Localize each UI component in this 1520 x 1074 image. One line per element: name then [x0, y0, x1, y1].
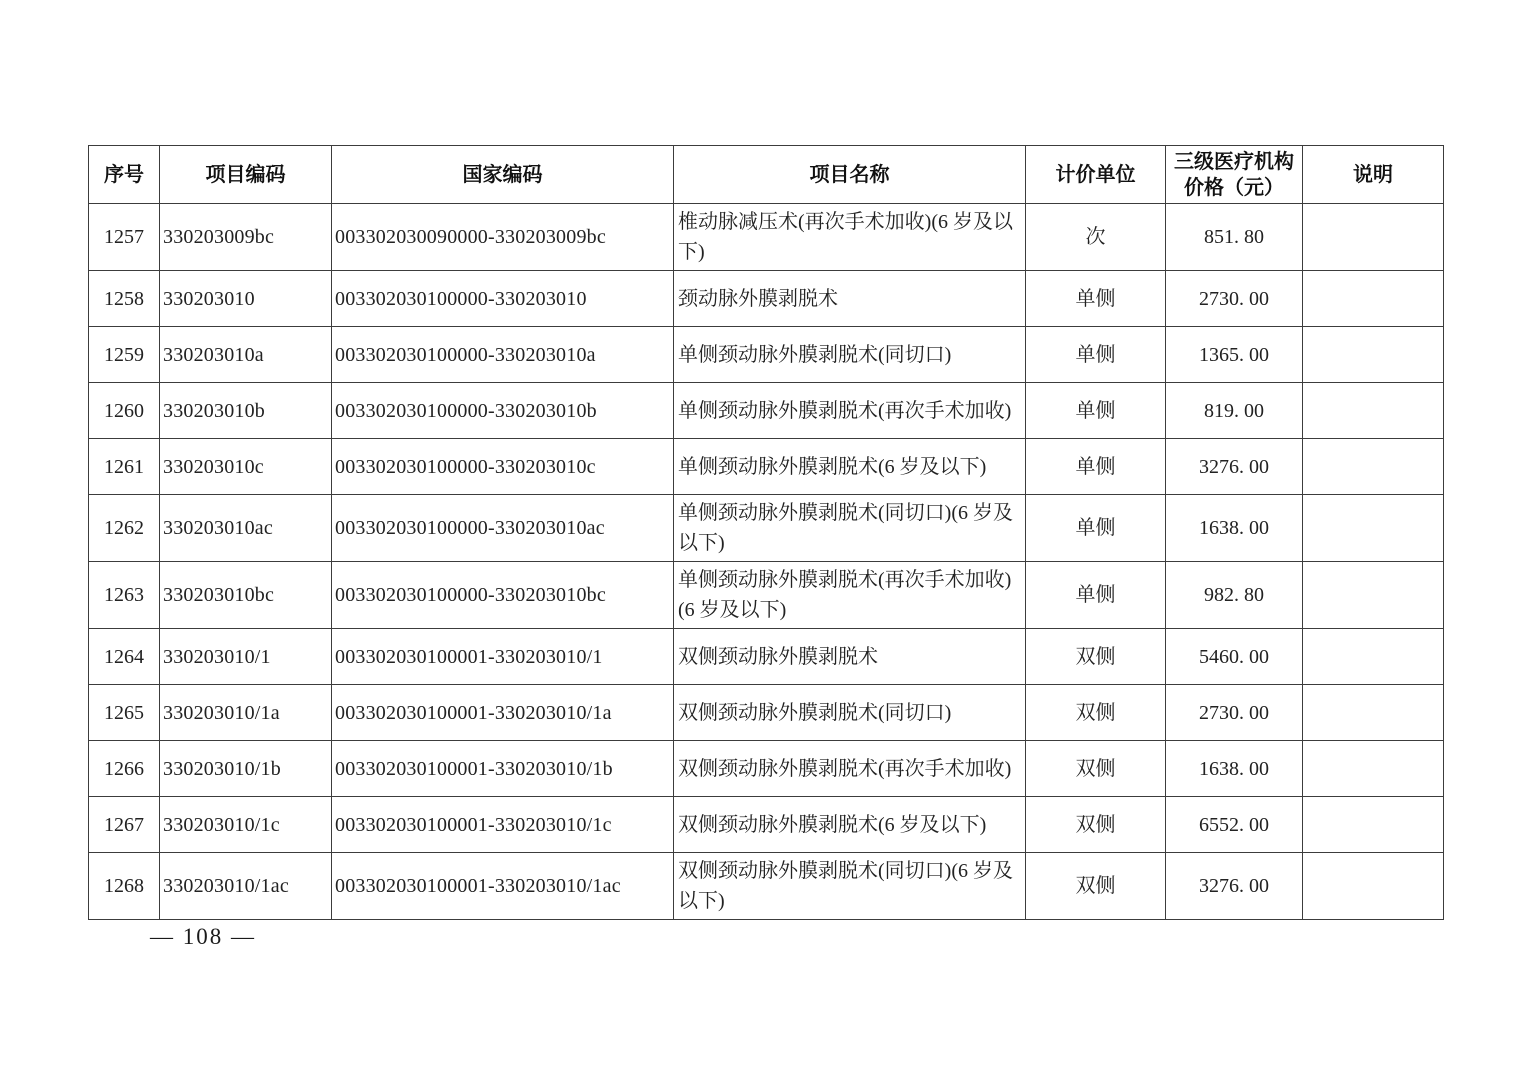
cell-unit: 单侧 — [1026, 327, 1166, 383]
cell-unit: 单侧 — [1026, 439, 1166, 495]
cell-item-name: 单侧颈动脉外膜剥脱术(再次手术加收) — [674, 383, 1026, 439]
cell-unit: 单侧 — [1026, 495, 1166, 562]
cell-item-name: 颈动脉外膜剥脱术 — [674, 271, 1026, 327]
col-header-price: 三级医疗机构价格（元） — [1166, 146, 1303, 204]
cell-note — [1303, 271, 1444, 327]
table-row — [89, 327, 1444, 383]
table-row — [89, 271, 1444, 327]
cell-price: 819. 00 — [1166, 383, 1303, 439]
cell-item-code: 330203010 — [160, 271, 332, 327]
cell-unit: 双侧 — [1026, 685, 1166, 741]
cell-note — [1303, 204, 1444, 271]
cell-note — [1303, 383, 1444, 439]
cell-item-code: 330203010a — [160, 327, 332, 383]
col-header-national-code: 国家编码 — [332, 146, 674, 204]
cell-note — [1303, 495, 1444, 562]
cell-price: 982. 80 — [1166, 562, 1303, 629]
cell-item-name: 单侧颈动脉外膜剥脱术(同切口)(6 岁及以下) — [674, 495, 1026, 562]
cell-national-code: 003302030100000-330203010bc — [332, 562, 674, 629]
cell-unit: 单侧 — [1026, 562, 1166, 629]
cell-item-name: 单侧颈动脉外膜剥脱术(6 岁及以下) — [674, 439, 1026, 495]
cell-item-name: 双侧颈动脉外膜剥脱术(同切口) — [674, 685, 1026, 741]
header-row — [89, 146, 1444, 204]
cell-unit: 单侧 — [1026, 383, 1166, 439]
cell-item-name: 单侧颈动脉外膜剥脱术(再次手术加收)(6 岁及以下) — [674, 562, 1026, 629]
table-row — [89, 741, 1444, 797]
table-header — [89, 146, 1444, 204]
cell-price: 3276. 00 — [1166, 439, 1303, 495]
cell-national-code: 003302030100001-330203010/1c — [332, 797, 674, 853]
cell-seq: 1258 — [89, 271, 160, 327]
page-number: — 108 — — [150, 924, 256, 949]
cell-seq: 1262 — [89, 495, 160, 562]
cell-price: 6552. 00 — [1166, 797, 1303, 853]
cell-seq: 1266 — [89, 741, 160, 797]
table-row — [89, 495, 1444, 562]
cell-unit: 次 — [1026, 204, 1166, 271]
table-row — [89, 685, 1444, 741]
cell-national-code: 003302030100001-330203010/1ac — [332, 853, 674, 920]
cell-item-name: 双侧颈动脉外膜剥脱术 — [674, 629, 1026, 685]
cell-seq: 1267 — [89, 797, 160, 853]
cell-price: 1365. 00 — [1166, 327, 1303, 383]
table-row — [89, 562, 1444, 629]
table-body — [89, 204, 1444, 920]
col-header-unit: 计价单位 — [1026, 146, 1166, 204]
cell-unit: 双侧 — [1026, 797, 1166, 853]
cell-price: 1638. 00 — [1166, 495, 1303, 562]
price-table — [88, 145, 1444, 920]
cell-item-name: 椎动脉减压术(再次手术加收)(6 岁及以下) — [674, 204, 1026, 271]
cell-seq: 1265 — [89, 685, 160, 741]
cell-note — [1303, 327, 1444, 383]
cell-note — [1303, 439, 1444, 495]
cell-note — [1303, 562, 1444, 629]
cell-note — [1303, 797, 1444, 853]
table-row — [89, 383, 1444, 439]
table-row — [89, 439, 1444, 495]
cell-seq: 1261 — [89, 439, 160, 495]
cell-unit: 双侧 — [1026, 741, 1166, 797]
cell-price: 1638. 00 — [1166, 741, 1303, 797]
cell-item-code: 330203010bc — [160, 562, 332, 629]
cell-note — [1303, 629, 1444, 685]
col-header-item-name: 项目名称 — [674, 146, 1026, 204]
cell-unit: 单侧 — [1026, 271, 1166, 327]
cell-national-code: 003302030090000-330203009bc — [332, 204, 674, 271]
cell-item-name: 双侧颈动脉外膜剥脱术(6 岁及以下) — [674, 797, 1026, 853]
cell-item-name: 双侧颈动脉外膜剥脱术(再次手术加收) — [674, 741, 1026, 797]
table-row — [89, 797, 1444, 853]
cell-unit: 双侧 — [1026, 629, 1166, 685]
cell-seq: 1257 — [89, 204, 160, 271]
cell-note — [1303, 853, 1444, 920]
cell-seq: 1268 — [89, 853, 160, 920]
cell-national-code: 003302030100000-330203010a — [332, 327, 674, 383]
cell-price: 2730. 00 — [1166, 271, 1303, 327]
cell-item-code: 330203010/1c — [160, 797, 332, 853]
cell-price: 851. 80 — [1166, 204, 1303, 271]
cell-national-code: 003302030100000-330203010ac — [332, 495, 674, 562]
cell-item-code: 330203009bc — [160, 204, 332, 271]
cell-item-name: 双侧颈动脉外膜剥脱术(同切口)(6 岁及以下) — [674, 853, 1026, 920]
cell-item-code: 330203010b — [160, 383, 332, 439]
cell-item-code: 330203010ac — [160, 495, 332, 562]
cell-item-code: 330203010/1b — [160, 741, 332, 797]
cell-national-code: 003302030100001-330203010/1b — [332, 741, 674, 797]
col-header-seq: 序号 — [89, 146, 160, 204]
cell-seq: 1259 — [89, 327, 160, 383]
cell-seq: 1260 — [89, 383, 160, 439]
cell-item-code: 330203010/1ac — [160, 853, 332, 920]
cell-note — [1303, 741, 1444, 797]
cell-seq: 1264 — [89, 629, 160, 685]
col-header-item-code: 项目编码 — [160, 146, 332, 204]
cell-item-name: 单侧颈动脉外膜剥脱术(同切口) — [674, 327, 1026, 383]
cell-price: 2730. 00 — [1166, 685, 1303, 741]
cell-item-code: 330203010/1a — [160, 685, 332, 741]
table-row — [89, 204, 1444, 271]
cell-national-code: 003302030100001-330203010/1a — [332, 685, 674, 741]
cell-seq: 1263 — [89, 562, 160, 629]
cell-item-code: 330203010c — [160, 439, 332, 495]
table-row — [89, 853, 1444, 920]
cell-item-code: 330203010/1 — [160, 629, 332, 685]
cell-national-code: 003302030100000-330203010 — [332, 271, 674, 327]
cell-national-code: 003302030100001-330203010/1 — [332, 629, 674, 685]
cell-national-code: 003302030100000-330203010c — [332, 439, 674, 495]
cell-note — [1303, 685, 1444, 741]
cell-national-code: 003302030100000-330203010b — [332, 383, 674, 439]
col-header-note: 说明 — [1303, 146, 1444, 204]
table-row — [89, 629, 1444, 685]
cell-unit: 双侧 — [1026, 853, 1166, 920]
cell-price: 3276. 00 — [1166, 853, 1303, 920]
cell-price: 5460. 00 — [1166, 629, 1303, 685]
